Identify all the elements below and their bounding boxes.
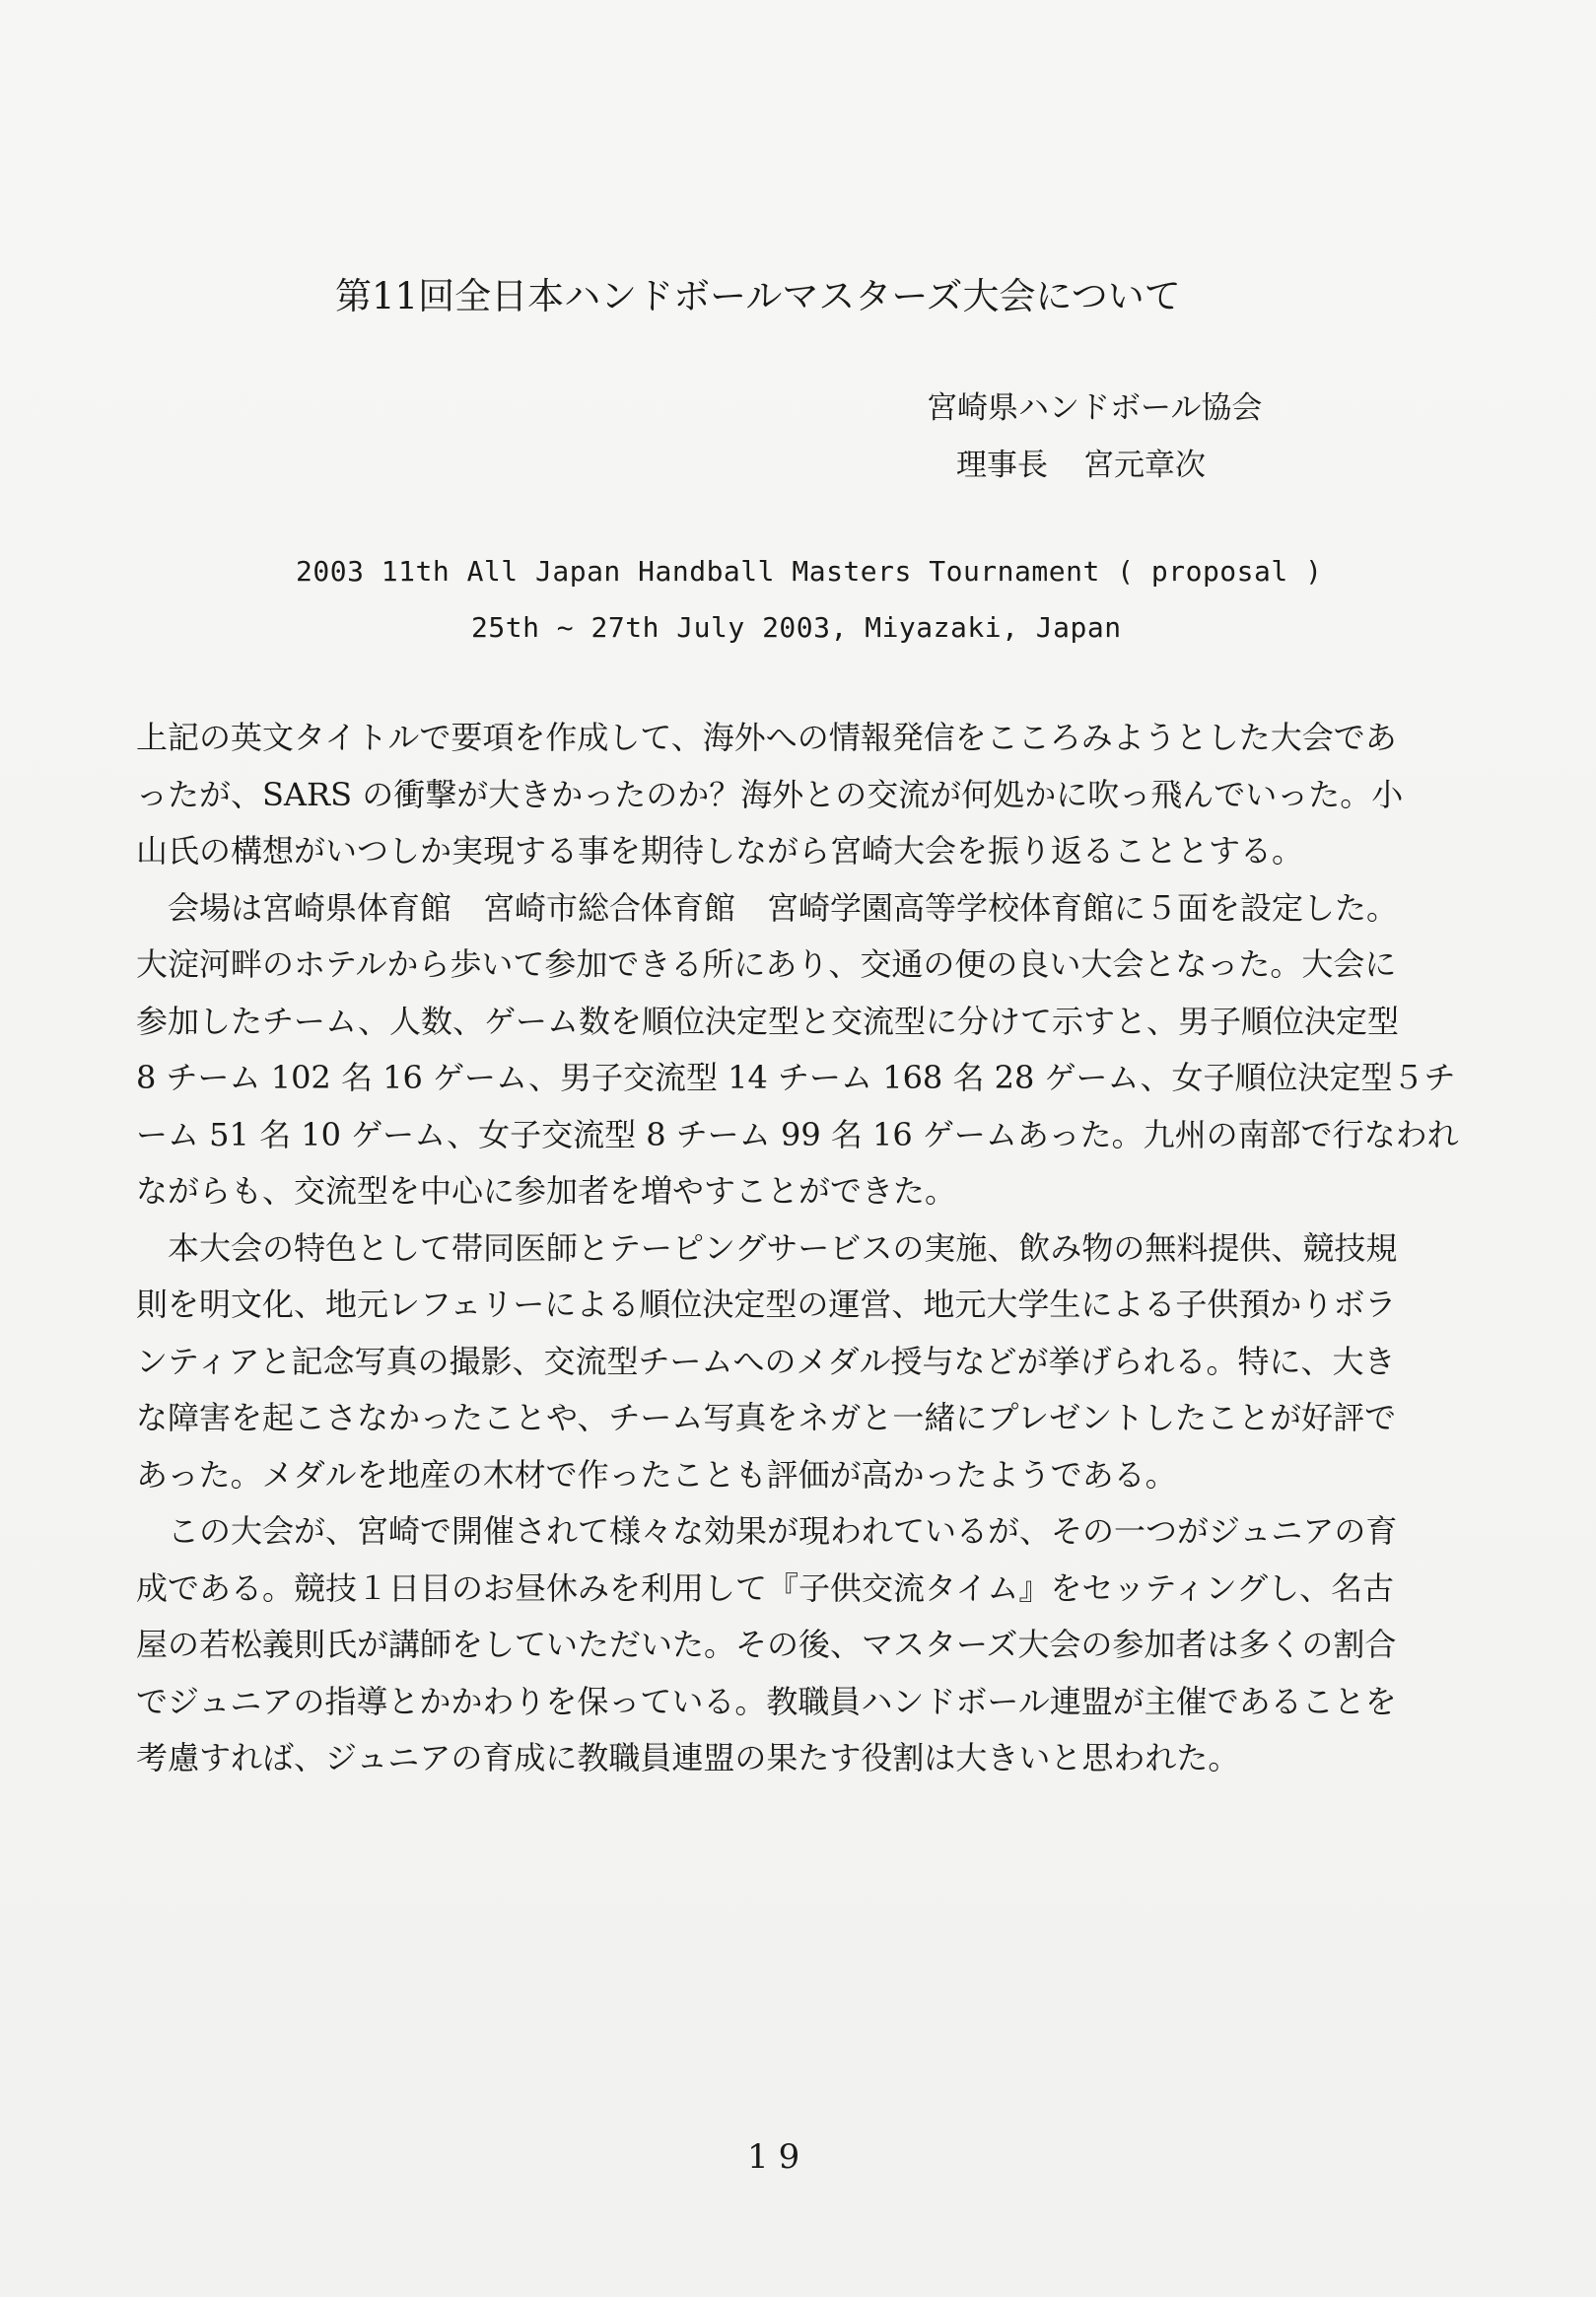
- page-number: 19: [747, 2137, 810, 2177]
- body-line: 上記の英文タイトルで要項を作成して、海外への情報発信をこころみようとした大会であ: [136, 719, 1397, 756]
- organization-name: 宮崎県ハンドボール協会: [927, 390, 1263, 426]
- author-line: [956, 440, 1351, 484]
- english-title-line-2: 25th ~ 27th July 2003, Miyazaki, Japan: [471, 611, 1122, 644]
- body-line: 会場は宮崎県体育館 宮崎市総合体育館 宮崎学園高等学校体育館に５面を設定した。: [136, 888, 1399, 927]
- body-line: 屋の若松義則氏が講師をしていただいた。その後、マスターズ大会の参加者は多くの割合: [136, 1626, 1397, 1663]
- body-line: ったが、SARS の衝撃が大きかったのか？海外との交流が何処かに吹っ飛んでいった。小: [136, 775, 1404, 813]
- body-line: ながらも、交流型を中心に参加者を増やすことができた。: [136, 1172, 957, 1210]
- body-line: でジュニアの指導とかかわりを保っている。教職員ハンドボール連盟が主催であることを: [136, 1682, 1397, 1720]
- body-line: 大淀河畔のホテルから歩いて参加できる所にあり、交通の便の良い大会となった。大会に: [136, 945, 1397, 983]
- body-text: [136, 710, 1459, 1787]
- document-title: 第11回全日本ハンドボールマスターズ大会について: [335, 275, 1181, 317]
- body-line: あった。メダルを地産の木材で作ったことも評価が高かったようである。: [136, 1455, 1177, 1494]
- author-name: 宮元章次: [1083, 448, 1206, 483]
- body-line: 参加したチーム、人数、ゲーム数を順位決定型と交流型に分けて示すと、男子順位決定型: [136, 1002, 1399, 1040]
- body-line: 考慮すれば、ジュニアの育成に教職員連盟の果たす役割は大きいと思われた。: [136, 1739, 1240, 1776]
- body-line: この大会が、宮崎で開催されて様々な効果が現われているが、その一つがジュニアの育: [136, 1512, 1398, 1550]
- body-line: 山氏の構想がいつしか実現する事を期待しながら宮崎大会を振り返ることとする。: [136, 832, 1304, 870]
- english-title-line-1: 2003 11th All Japan Handball Masters Tournament ( proposal ): [296, 555, 1323, 588]
- body-line: ンティアと記念写真の撮影、交流型チームへのメダル授与などが挙げられる。特に、大き: [136, 1342, 1396, 1380]
- body-line: 8 チーム 102 名 16 ゲーム、男子交流型 14 チーム 168 名 28 ゲーム、女子順位決定型５チ: [136, 1059, 1456, 1096]
- body-line: な障害を起こさなかったことや、チーム写真をネガと一緒にプレゼントしたことが好評で: [136, 1399, 1397, 1436]
- body-line: ーム 51 名 10 ゲーム、女子交流型 8 チーム 99 名 16 ゲームあった。九州の南部で行なわれ: [136, 1115, 1459, 1153]
- body-line: 則を明文化、地元レフェリーによる順位決定型の運営、地元大学生による子供預かりボラ: [136, 1286, 1397, 1323]
- body-line: 本大会の特色として帯同医師とテーピングサービスの実施、飲み物の無料提供、競技規: [136, 1228, 1398, 1267]
- author-role: 理事長: [956, 448, 1048, 483]
- body-line: 成である。競技１日目のお昼休みを利用して『子供交流タイム』をセッティングし、名古: [136, 1568, 1395, 1607]
